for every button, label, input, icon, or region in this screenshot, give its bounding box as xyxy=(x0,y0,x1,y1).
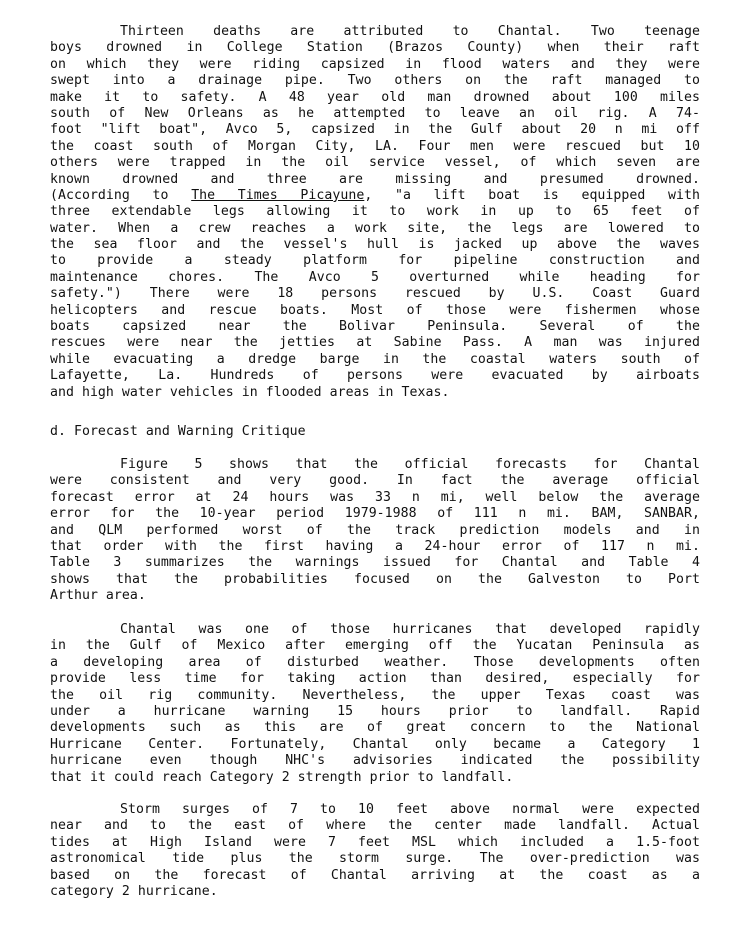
text-line: rescues were near the jetties at Sabine Pass. A man was injured xyxy=(50,335,700,351)
text-line: to provide a steady platform for pipeline construction and xyxy=(50,253,700,269)
text-line: the coast south of Morgan City, LA. Four men were rescued but 10 xyxy=(50,138,700,154)
text-line: helicopters and rescue boats. Most of those were fishermen whose xyxy=(50,302,700,318)
text-line: near and to the east of where the center made landfall. Actual xyxy=(50,818,700,834)
text-line: water. When a crew reaches a work site, the legs are lowered to xyxy=(50,220,700,236)
text-fragment: (According to xyxy=(50,187,169,203)
text-line: Chantal was one of those hurricanes that developed rapidly xyxy=(120,622,700,637)
text-line: tides at High Island were 7 feet MSL which included a 1.5-foot xyxy=(50,834,700,850)
text-line: hurricane even though NHC's advisories indicated the possibility xyxy=(50,753,700,769)
text-line: boys drowned in College Station (Brazos County) when their raft xyxy=(50,40,700,56)
text-line: that order with the first having a 24-hour error of 117 n mi. xyxy=(50,538,700,554)
text-line: that it could reach Category 2 strength prior to landfall. xyxy=(50,769,514,785)
text-line: and high water vehicles in flooded areas in Texas. xyxy=(50,384,450,400)
text-line: Storm surges of 7 to 10 feet above normal were expected xyxy=(120,802,700,817)
text-line: Thirteen deaths are attributed to Chantal. Two teenage xyxy=(120,24,700,39)
text-line: error for the 10-year period 1979-1988 of 111 n mi. BAM, SANBAR, xyxy=(50,506,700,522)
text-line: forecast error at 24 hours was 33 n mi, well below the average xyxy=(50,489,700,505)
text-line: Figure 5 shows that the official forecasts for Chantal xyxy=(120,457,700,472)
text-line: the sea floor and the vessel's hull is jacked up above the waves xyxy=(50,237,700,253)
text-line xyxy=(50,188,700,204)
text-line: developments such as this are of great concern to the National xyxy=(50,720,700,736)
text-line: provide less time for taking action than desired, especially for xyxy=(50,671,700,687)
text-line: and QLM performed worst of the track prediction models and in xyxy=(50,522,700,538)
text-fragment: , "a lift boat is equipped with xyxy=(364,187,700,203)
text-line: make it to safety. A 48 year old man drowned about 100 miles xyxy=(50,89,700,105)
text-line: shows that the probabilities focused on the Galveston to Port xyxy=(50,571,700,587)
text-line: in the Gulf of Mexico after emerging off the Yucatan Peninsula as xyxy=(50,638,700,654)
newspaper-title: The Times Picayune xyxy=(191,187,365,203)
text-line: on which they were riding capsized in flood waters and they were xyxy=(50,56,700,72)
text-line: Lafayette, La. Hundreds of persons were evacuated by airboats xyxy=(50,368,700,384)
text-line: a developing area of disturbed weather. Those developments often xyxy=(50,654,700,670)
text-line: based on the forecast of Chantal arriving at the coast as a xyxy=(50,867,700,883)
text-line: others were trapped in the oil service vessel, of which seven are xyxy=(50,155,700,171)
text-line: astronomical tide plus the storm surge. The over-prediction was xyxy=(50,851,700,867)
text-line: foot "lift boat", Avco 5, capsized in the Gulf about 20 n mi off xyxy=(50,122,700,138)
text-line: Table 3 summarizes the warnings issued for Chantal and Table 4 xyxy=(50,555,700,571)
text-line: were consistent and very good. In fact the average official xyxy=(50,473,700,489)
text-line: maintenance chores. The Avco 5 overturned while heading for xyxy=(50,269,700,285)
text-line: three extendable legs allowing it to work in up to 65 feet of xyxy=(50,204,700,220)
text-line: under a hurricane warning 15 hours prior to landfall. Rapid xyxy=(50,703,700,719)
paragraph-rapid-development xyxy=(50,622,700,786)
text-line: category 2 hurricane. xyxy=(50,883,218,899)
paragraph-storm-surge xyxy=(50,802,700,900)
paragraph-forecast-accuracy xyxy=(50,457,700,605)
text-line: south of New Orleans as he attempted to leave an oil rig. A 74- xyxy=(50,105,700,121)
text-line: while evacuating a dredge barge in the coastal waters south of xyxy=(50,351,700,367)
section-heading: d. Forecast and Warning Critique xyxy=(50,424,306,439)
paragraph-casualties xyxy=(50,24,700,401)
text-line: boats capsized near the Bolivar Peninsula. Several of the xyxy=(50,319,700,335)
text-line: swept into a drainage pipe. Two others on the raft managed to xyxy=(50,73,700,89)
text-line: known drowned and three are missing and presumed drowned. xyxy=(50,171,700,187)
text-line: Arthur area. xyxy=(50,588,146,604)
text-line: safety.") There were 18 persons rescued by U.S. Coast Guard xyxy=(50,286,700,302)
text-line: the oil rig community. Nevertheless, the upper Texas coast was xyxy=(50,687,700,703)
text-line: Hurricane Center. Fortunately, Chantal only became a Category 1 xyxy=(50,736,700,752)
